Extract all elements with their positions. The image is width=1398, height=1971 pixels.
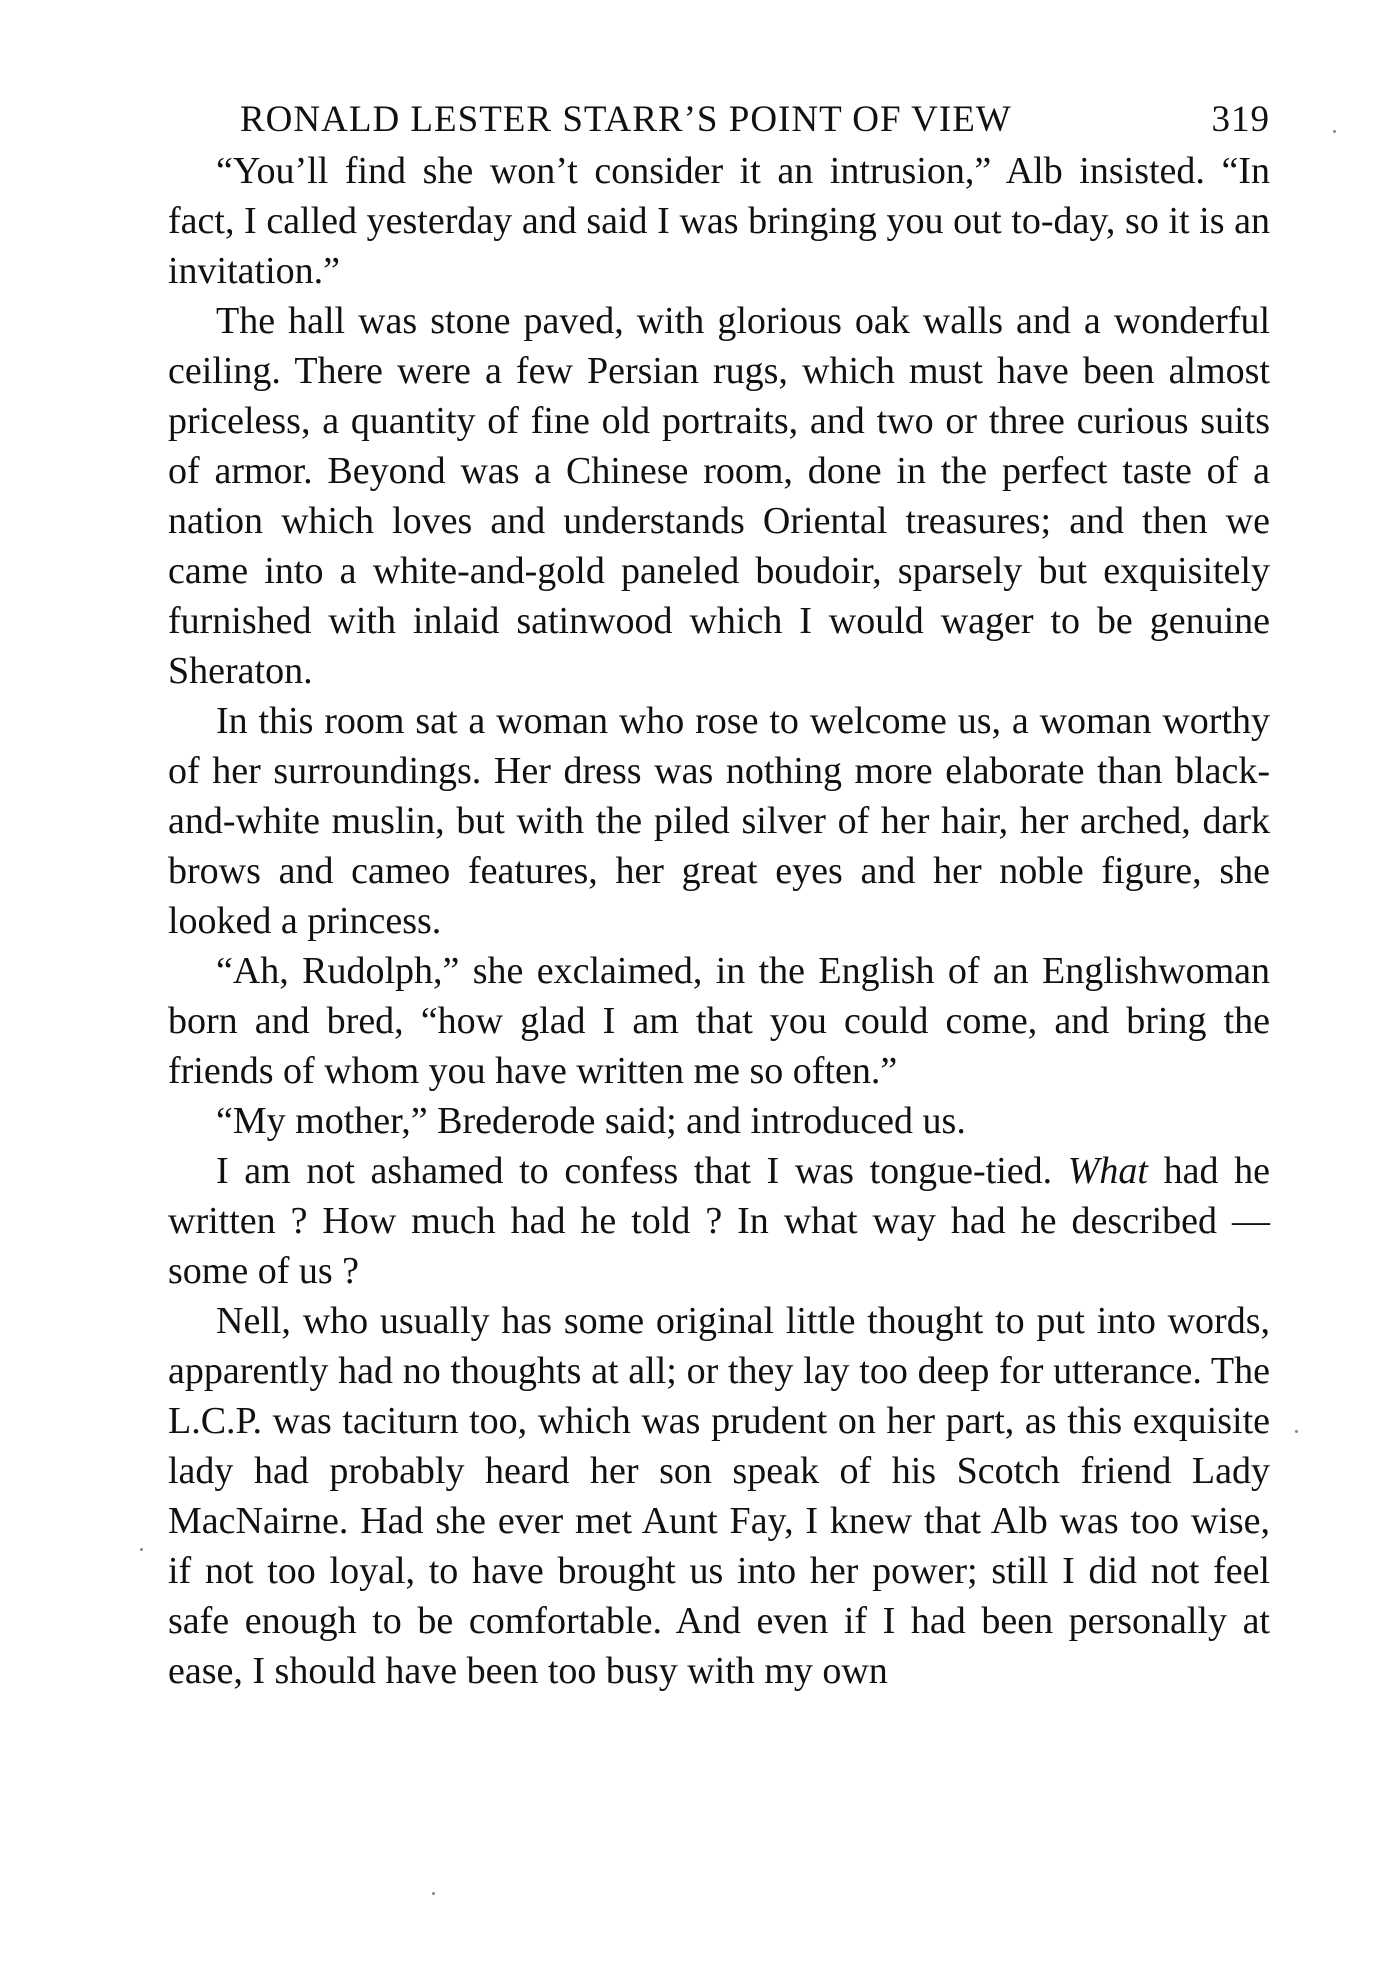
page-speck <box>140 1548 143 1551</box>
page-number: 319 <box>1211 99 1270 140</box>
book-page <box>168 96 1270 1696</box>
paragraph <box>168 1146 1270 1296</box>
paragraph <box>168 1096 1270 1146</box>
emphasis-text: What <box>1067 1150 1148 1192</box>
paragraph <box>168 1296 1270 1696</box>
page-speck <box>432 1892 435 1895</box>
paragraph <box>168 946 1270 1096</box>
running-head-title: RONALD LESTER STARR’S POINT OF VIEW <box>240 99 1012 140</box>
paragraph-text: had he written ? How much had he told ? In what way had he described — some of us ? <box>168 1150 1270 1292</box>
paragraph <box>168 696 1270 946</box>
paragraph-text: “Ah, Rudolph,” she exclaimed, in the English of an Englishwoman born and bred, “how glad I am that you could come, and bring the friends of whom you have written me so often.” <box>168 950 1270 1092</box>
page-speck <box>1333 130 1336 133</box>
paragraph <box>168 146 1270 296</box>
paragraph-text: The hall was stone paved, with glorious oak walls and a wonderful ceiling. There were a few Persian rugs, which must have been almost priceless, a quantity of fine old portraits, and two or three curious suits of armor. Beyond was a Chinese room, done in the perfect taste of a nation which loves and understands Oriental treasures; and then we came into a white-and-gold paneled boudoir, sparsely but exquisitely furnished with inlaid satinwood which I would wager to be genuine Sheraton. <box>168 300 1270 692</box>
paragraph-text: In this room sat a woman who rose to welcome us, a woman worthy of her surroundings. Her dress was nothing more elaborate than black-and-white muslin, but with the piled silver of her hair, her arched, dark brows and cameo features, her great eyes and her noble figure, she looked a princess. <box>168 700 1270 942</box>
paragraph-text: Nell, who usually has some original little thought to put into words, apparently had no thoughts at all; or they lay too deep for utterance. The L.C.P. was taciturn too, which was prudent on her part, as this exquisite lady had probably heard her son speak of his Scotch friend Lady MacNairne. Had she ever met Aunt Fay, I knew that Alb was too wise, if not too loyal, to have brought us into her power; still I did not feel safe enough to be comfortable. And even if I had been personally at ease, I should have been too busy with my own <box>168 1300 1270 1692</box>
paragraph-text: “My mother,” Brederode said; and introduced us. <box>216 1100 966 1142</box>
paragraph-text: “You’ll find she won’t consider it an intrusion,” Alb insisted. “In fact, I called yesterday and said I was bringing you out to-day, so it is an invitation.” <box>168 150 1270 292</box>
paragraph-text: I am not ashamed to confess that I was tongue-tied. <box>216 1150 1068 1192</box>
paragraph <box>168 296 1270 696</box>
body-text <box>168 146 1270 1696</box>
page-speck <box>1295 1430 1298 1433</box>
running-head <box>168 96 1270 144</box>
